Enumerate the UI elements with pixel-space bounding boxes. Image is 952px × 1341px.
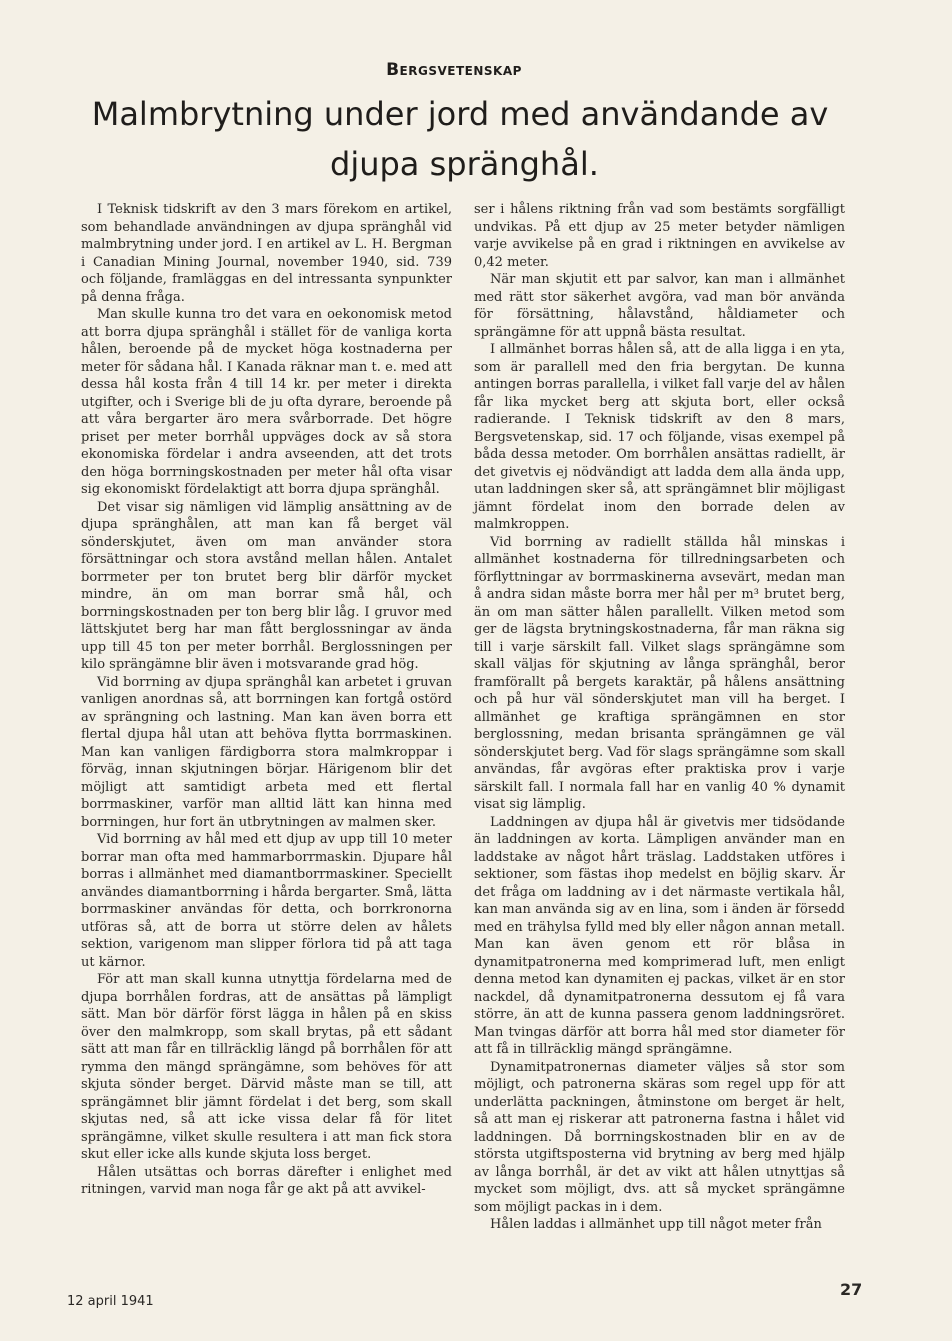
paragraph: Det visar sig nämligen vid lämplig ansättning av de djupa spränghålen, att man kan få berget väl sönderskjutet, även om man använder stora försättningar och stora avstånd mellan hålen. Antalet borrmeter per ton brutet berg blir därför mycket mindre, än om man borrar små hål, och borrningskostnaden per ton berg blir låg. I gruvor med lättskjutet berg har man fått berglossningar av ända upp till 45 ton per meter borrhål. Berglossningen per kilo sprängämne blir även i motsvarande grad hög.	[81, 499, 452, 672]
paragraph: När man skjutit ett par salvor, kan man i allmänhet med rätt stor säkerhet avgöra, vad man bör använda för försättning, hålavstånd, håldiameter och sprängämne för att uppnå bästa resultat.	[474, 272, 845, 340]
paragraph: Hålen utsättas och borras därefter i enlighet med ritningen, varvid man noga får ge akt på att avvikel-	[81, 1164, 452, 1197]
paragraph: För att man skall kunna utnyttja fördelarna med de djupa borrhålen fordras, att de ansättas på lämpligt sätt. Man bör därför först lägga in hålen på en skiss över den malmkropp, som skall brytas, på ett sådant sätt att man får en tillräcklig längd på borrhålen för att rymma den mängd sprängämne, som behöves för att skjuta sönder berget. Därvid måste man se till, att sprängämnet blir jämnt fördelat i det berg, som skall skjutas ned, så att icke vissa delar få för litet sprängämne, vilket skulle resultera i att man fick stora skut eller icke alls kunde skjuta loss berget.	[81, 972, 452, 1162]
left-column	[81, 201, 452, 1199]
paragraph: I Teknisk tidskrift av den 3 mars förekom en artikel, som behandlade användningen av djupa spränghål vid malmbrytning under jord. I en artikel av L. H. Bergman i Canadian Mining Journal, november 1940, sid. 739 och följande, framläggas en del intressanta synpunkter på denna fråga.	[81, 202, 452, 305]
right-column	[474, 201, 845, 1234]
paragraph: Hålen laddas i allmänhet upp till något meter från	[490, 1217, 822, 1232]
paragraph: Vid borrning av djupa spränghål kan arbetet i gruvan vanligen anordnas så, att borrningen kan fortgå ostörd av sprängning och lastning. Man kan även borra ett flertal djupa hål utan att behöva flytta borrmaskinen. Man kan vanligen färdigborra stora malmkroppar i förväg, innan skjutningen börjar. Härigenom blir det möjligt att samtidigt arbeta med ett flertal borrmaskiner, varför man alltid lätt kan hinna med borrningen, hur fort än utbrytningen av malmen sker.	[81, 674, 452, 830]
paragraph: Vid borrning av radiellt ställda hål minskas i allmänhet kostnaderna för tillredningsarbeten och förflyttningar av borrmaskinerna avsevärt, medan man å andra sidan måste borra mer hål per m³ brutet berg, än om man sätter hålen parallellt. Vilken metod som ger de lägsta brytningskostnaderna, får man räkna sig till i varje särskilt fall. Vilket slags sprängämne som skall väljas för skjutning av långa spränghål, beror framförallt på bergets karaktär, på hålens ansättning och på hur väl sönderskjutet man vill ha berget. I allmänhet ge kraftiga sprängämnen en stor berglossning, medan brisanta sprängämnen ge väl sönderskjutet berg. Vad för slags sprängämne som skall användas, får avgöras efter praktiska prov i varje särskilt fall. I normala fall har en vanlig 40 % dynamit visat sig lämplig.	[474, 534, 845, 812]
paragraph: ser i hålens riktning från vad som bestämts sorgfälligt undvikas. På ett djup av 25 meter betyder nämligen varje avvikelse på en grad i riktningen en avvikelse av 0,42 meter.	[474, 202, 845, 270]
issue-date: 12 april 1941	[67, 1294, 154, 1309]
section-label: Bergsvetenskap	[386, 60, 522, 80]
paragraph: Vid borrning av hål med ett djup av upp till 10 meter borrar man ofta med hammarborrmaskin. Djupare hål borras i allmänhet med diamantborrmaskiner. Speciellt användes diamantborrning i hårda bergarter. Små, lätta borrmaskiner användas för detta, och borrkronorna utföras så, att de borra ut större delen av hålets sektion, varigenom man slipper förlora tid på att taga ut kärnor.	[81, 832, 452, 970]
paragraph: Dynamitpatronernas diameter väljes så stor som möjligt, och patronerna skäras som regel upp för att underlätta packningen, åtminstone om berget är helt, så att man ej riskerar att patronerna fastna i hålet vid laddningen. Då borrningskostnaden blir en av de största utgiftsposterna vid brytning av berg med hjälp av långa borrhål, är det av vikt att hålen utnyttjas så mycket som möjligt, dvs. att så mycket sprängämne som möjligt packas in i dem.	[474, 1059, 845, 1215]
paragraph: Man skulle kunna tro det vara en oekonomisk metod att borra djupa spränghål i stället för de vanliga korta hålen, beroende på de mycket höga kostnaderna per meter för sådana hål. I Kanada räknar man t. e. med att dessa hål kosta från 4 till 14 kr. per meter i direkta utgifter, och i Sverige bli de ju ofta dyrare, beroende på att våra bergarter äro mera svårborrade. Det högre priset per meter borrhål uppväges dock av så stora ekonomiska fördelar i andra avseenden, att det trots den höga borrningskostnaden per meter hål ofta visar sig ekonomiskt fördelaktigt att borra djupa spränghål.	[81, 307, 452, 497]
paragraph: I allmänhet borras hålen så, att de alla ligga i en yta, som är parallell med den fria bergytan. De kunna antingen borras parallella, i vilket fall varje del av hålen får lika mycket berg att skjuta bort, eller också radierande. I Teknisk tidskrift av den 8 mars, Bergsvetenskap, sid. 17 och följande, visas exempel på båda dessa metoder. Om borrhålen ansättas radiellt, är det givetvis ej nödvändigt att ladda dem alla ända upp, utan laddningen sker så, att sprängämnet blir möjligast jämnt fördelat inom den borrade delen av malmkroppen.	[474, 342, 845, 532]
article-title-line-2: djupa spränghål.	[330, 145, 599, 183]
paragraph: Laddningen av djupa hål är givetvis mer tidsödande än laddningen av korta. Lämpligen använder man en laddstake av något hårt träslag. Laddstaken utföres i sektioner, som fästas ihop medelst en böjlig skarv. Är det fråga om laddning av i det närmaste vertikala hål, kan man använda sig av en lina, som i änden är försedd med en trähylsa fylld med bly eller någon annan metall. Man kan även genom ett rör blåsa in dynamitpatronerna med komprimerad luft, men enligt denna metod kan dynamiten ej packas, vilket är en stor nackdel, då dynamitpatronerna dessutom ej få vara större, än att de kunna passera genom laddningsröret. Man tvingas därför att borra hål med stor diameter för att få in tillräcklig mängd sprängämne.	[474, 814, 845, 1057]
page-number: 27	[840, 1280, 863, 1299]
article-title-line-1: Malmbrytning under jord med användande av	[91, 95, 829, 133]
